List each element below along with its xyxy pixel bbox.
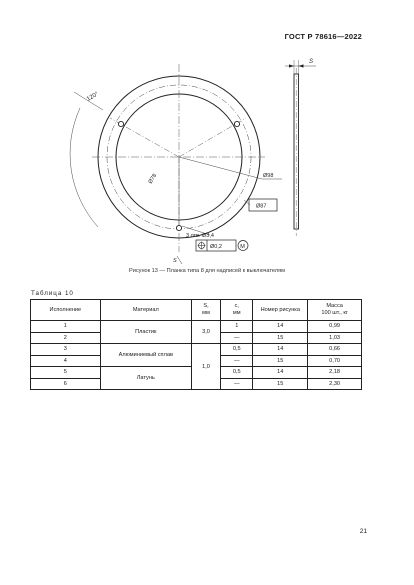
svg-text:120°: 120°: [86, 91, 100, 103]
svg-text:Ø78: Ø78: [147, 173, 159, 186]
table-row: 4 — 15 0,70: [31, 355, 362, 367]
dia98-label: Ø98: [263, 173, 274, 179]
table-row: 1 Пластик 3,0 1 14 0,99: [31, 321, 362, 333]
thickness-label-top: S: [309, 59, 314, 65]
mounting-hole: [118, 121, 123, 126]
mounting-hole: [234, 121, 239, 126]
table-row: 5 Латунь 0,5 14 2,18: [31, 367, 362, 379]
table-row: 2 — 15 1,03: [31, 332, 362, 344]
header-figure: Номер рисунка: [253, 300, 308, 321]
angle-arc: [70, 108, 98, 227]
material-cell: Алюминиевый сплав: [100, 344, 191, 367]
dia98-leader: [179, 157, 262, 179]
table-row: 6 — 15 2,30: [31, 378, 362, 390]
page-number: 21: [359, 528, 367, 535]
specs-table: [30, 299, 362, 390]
header-c: c, мм: [221, 300, 253, 321]
material-cell: Пластик: [100, 321, 191, 344]
header-material: Материал: [100, 300, 191, 321]
tolerance-value: Ø0,2: [210, 244, 222, 250]
modifier-label: M: [240, 243, 245, 250]
figure-caption: Рисунок 13 — Планка типа 8 для надписей к выключателям: [129, 268, 285, 274]
table-row: 3 Алюминиевый сплав 1,0 0,5 14 0,66: [31, 344, 362, 356]
header-thickness: S, мм: [191, 300, 220, 321]
mounting-hole: [176, 225, 181, 230]
material-cell: Латунь: [100, 367, 191, 390]
header-variant: Исполнение: [31, 300, 101, 321]
plate-drawing: [0, 0, 414, 280]
dia78-dimension: [148, 173, 159, 185]
header-mass: Масса 100 шт., кг: [308, 300, 362, 321]
thickness-cell: 1,0: [191, 344, 220, 390]
table-label: Таблица 10: [31, 290, 74, 297]
table-header-row: [31, 300, 362, 321]
standard-number: ГОСТ Р 78616—2022: [284, 32, 362, 41]
dia87-label: Ø87: [256, 203, 267, 210]
hole-callout: 3 отв. Ø3,4: [186, 233, 214, 239]
thickness-cell: 3,0: [191, 321, 220, 344]
thickness-label-bottom: S: [173, 258, 177, 264]
